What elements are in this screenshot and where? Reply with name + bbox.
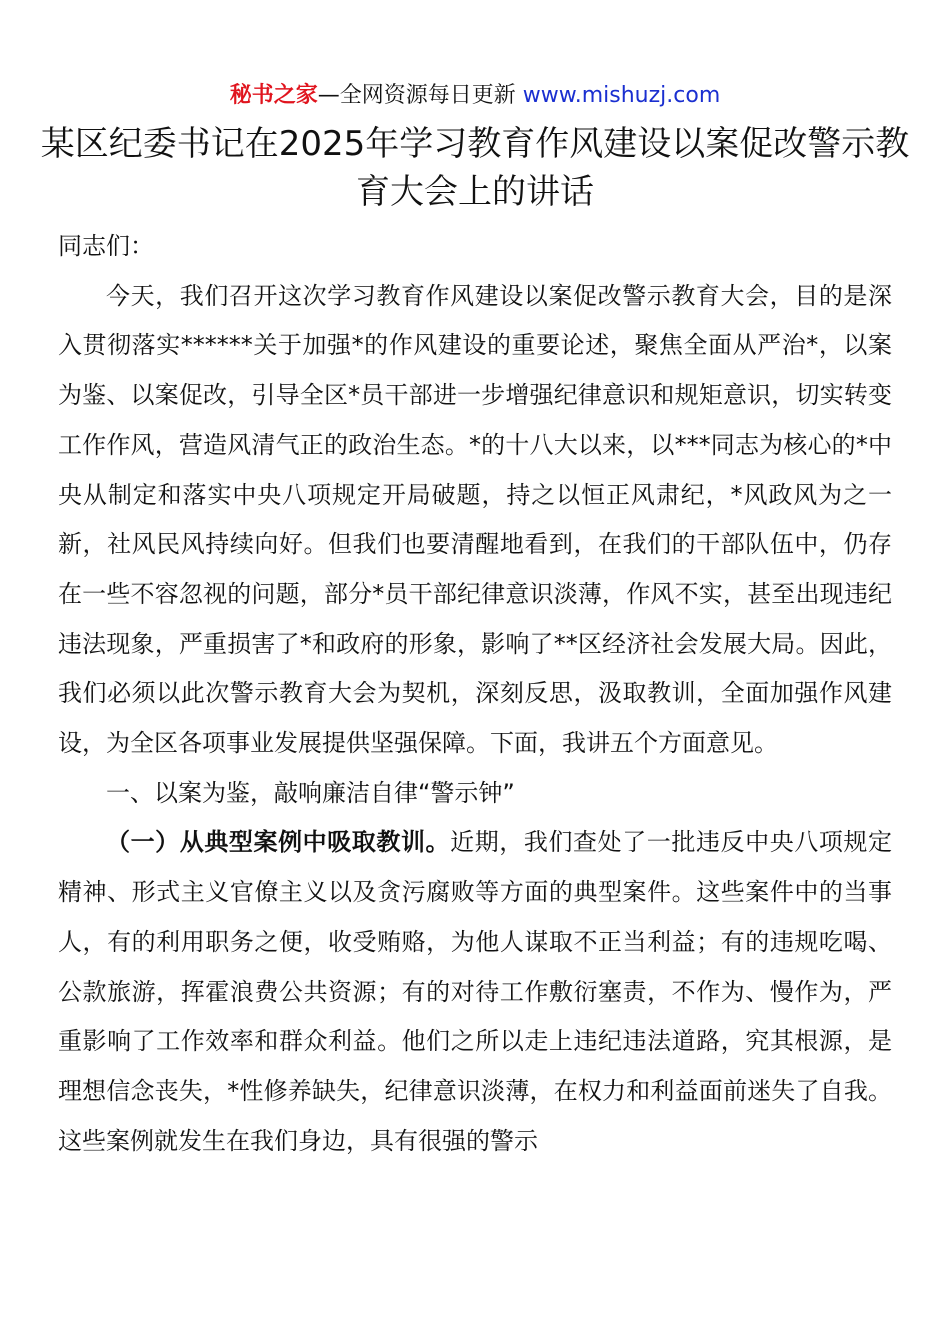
site-header [0,80,950,112]
document-title: 某区纪委书记在2025年学习教育作风建设以案促改警示教育大会上的讲话 [40,124,910,212]
section-heading-1: 一、以案为鉴，敲响廉洁自律“警示钟” [106,778,515,807]
salutation: 同志们： [58,232,154,260]
subsection-heading-1: （一）从典型案例中吸取教训。 [106,828,451,857]
subsection-text-1: 近期，我们查处了一批违反中央八项规定精神、形式主义官僚主义以及贪污腐败等方面的典型案件。这些案件中的当事人，有的利用职务之便，收受贿赂，为他人谋取不正当利益；有的违规吃喝、公款旅游，挥霍浪费公共资源；有的对待工作敷衍塞责，不作为、慢作为，严重影响了工作效率和群众利益。他们之所以走上违纪违法道路，究其根源，是理想信念丧失，*性修养缺失，纪律意识淡薄，在权力和利益面前迷失了自我。这些案例就发生在我们身边，具有很强的警示 [58,828,893,1155]
site-url-link[interactable]: www.mishuzj.com [522,83,721,108]
subsection-paragraph-1 [58,818,892,1166]
document-body [58,222,892,1166]
site-tagline: —全网资源每日更新 [317,83,523,108]
brand-name: 秘书之家 [229,83,318,108]
intro-paragraph: 今天，我们召开这次学习教育作风建设以案促改警示教育大会，目的是深入贯彻落实******关于加强*的作风建设的重要论述，聚焦全面从严治*，以案为鉴、以案促改，引导全区*员干部进一步增强纪律意识和规矩意识，切实转变工作作风，营造风清气正的政治生态。*的十八大以来，以***同志为核心的*中央从制定和落实中央八项规定开局破题，持之以恒正风肃纪，*风政风为之一新，社风民风持续向好。但我们也要清醒地看到，在我们的干部队伍中，仍存在一些不容忽视的问题，部分*员干部纪律意识淡薄，作风不实，甚至出现违纪违法现象，严重损害了*和政府的形象，影响了**区经济社会发展大局。因此，我们必须以此次警示教育大会为契机，深刻反思，汲取教训，全面加强作风建设，为全区各项事业发展提供坚强保障。下面，我讲五个方面意见。 [58,281,892,758]
